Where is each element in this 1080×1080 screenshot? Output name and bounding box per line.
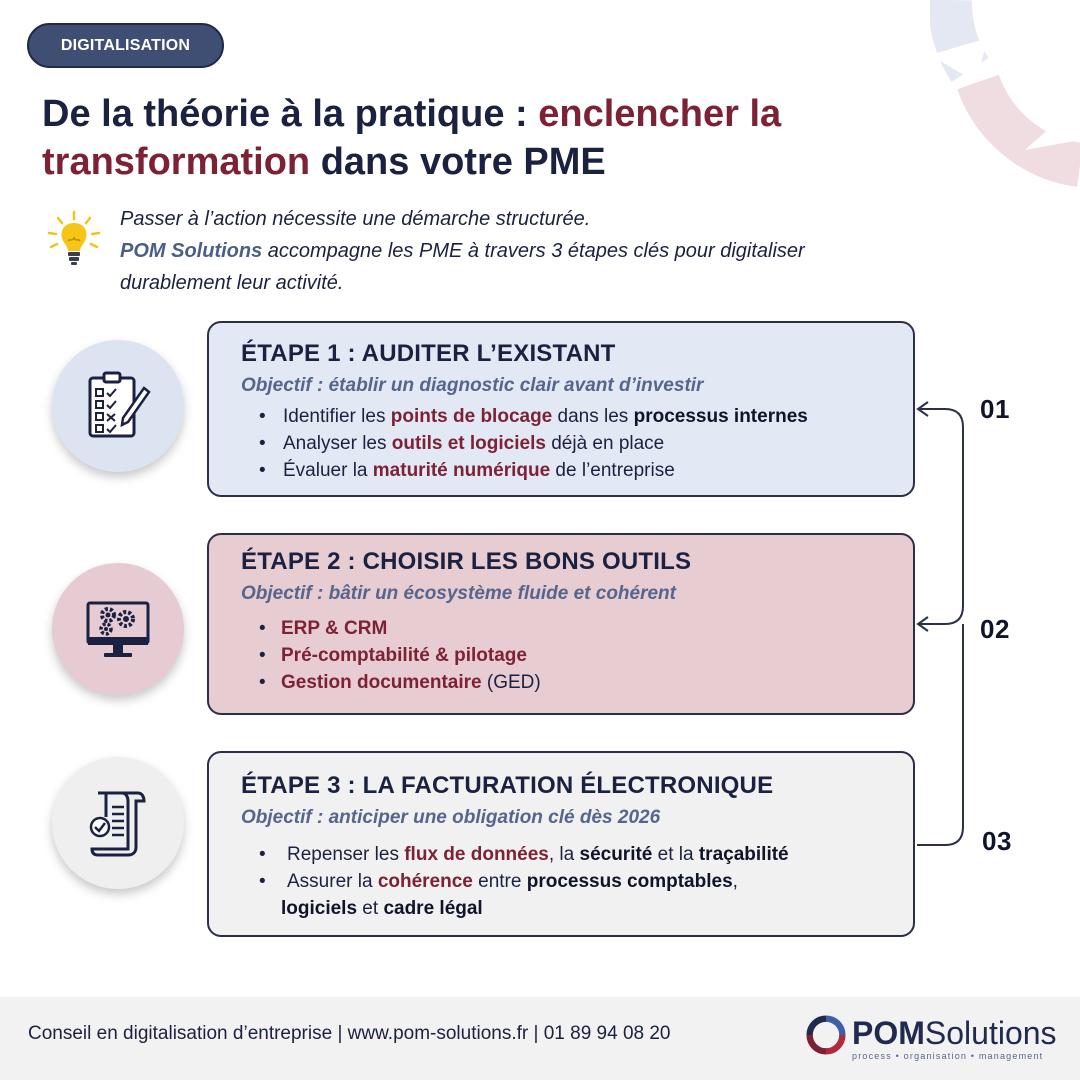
decorative-ring [930,0,1080,190]
company-logo [806,1013,1056,1069]
bullet-highlight: points de blocage [390,406,553,427]
step-1-card [207,321,915,497]
intro-line-2-text: accompagne les PME à travers 3 étapes clés pour digitaliser [262,240,805,262]
bullet-highlight: cohérence [377,871,473,892]
intro-brand: POM Solutions [120,240,263,262]
category-tag: DIGITALISATION [27,23,224,68]
logo-rest: Solutions [924,1015,1057,1051]
bullet-text: déjà en place [545,433,665,454]
page-title [42,90,942,186]
bullet-bold: traçabilité [698,844,789,865]
step-2-title: ÉTAPE 2 : CHOISIR LES BONS OUTILS [241,548,692,575]
invoice-scroll-icon [78,783,158,863]
list-item [241,669,913,696]
step-1-title: ÉTAPE 1 : AUDITER L’EXISTANT [241,340,616,367]
bullet-bold: logiciels [281,898,358,919]
title-accent-1: enclencher la [538,93,782,135]
step-2-card [207,533,915,715]
intro-line-2 [120,235,1020,267]
intro-line-1: Passer à l’action nécessite une démarche structurée. [120,208,591,230]
lightbulb-icon [44,208,104,268]
bullet-text: (GED) [481,672,541,693]
bullet-continuation [281,895,913,922]
monitor-gears-icon [78,589,158,669]
title-part-2: dans votre PME [310,141,606,183]
checklist-icon [78,366,158,446]
bullet-text: Analyser les [283,433,392,454]
step-number-2: 02 [980,614,1010,644]
list-item [241,615,913,642]
logo-main: POM [852,1015,925,1051]
footer-contact: Conseil en digitalisation d’entreprise | www.pom-solutions.fr | 01 89 94 08 20 [28,1023,671,1044]
logo-ring-icon [806,1015,846,1055]
bullet-highlight: ERP & CRM [281,618,388,639]
logo-tagline: process • organisation • management [852,1051,1044,1061]
bullet-highlight: Pré-comptabilité & pilotage [281,645,527,666]
list-item [241,403,913,430]
footer [0,997,1080,1080]
step-2-objective: Objectif : bâtir un écosystème fluide et cohérent [241,583,676,604]
step-3-list [241,841,913,922]
list-item [241,841,913,868]
step-number-3: 03 [982,826,1012,856]
bullet-highlight: maturité numérique [372,460,551,481]
bullet-text: Assurer la [287,871,378,892]
list-item [241,642,913,669]
bullet-bold: sécurité [579,844,653,865]
bullet-bold: cadre légal [383,898,483,919]
bullet-highlight: outils et logiciels [391,433,546,454]
bullet-highlight: Gestion documentaire [281,672,482,693]
list-item [241,457,913,484]
step-2-list [241,615,913,696]
step-2-icon-circle [52,563,184,695]
bullet-text: et la [652,844,699,865]
bullet-highlight: flux de données [404,844,549,865]
list-item [241,430,913,457]
step-number-1: 01 [980,394,1010,424]
step-3-objective: Objectif : anticiper une obligation clé dès 2026 [241,807,661,828]
bullet-text: Évaluer la [283,460,373,481]
logo-wordmark [852,1015,1057,1052]
step-3-card [207,751,915,937]
step-1-list [241,403,913,484]
bullet-text: Identifier les [283,406,391,427]
list-item [241,868,913,922]
bullet-bold: processus internes [633,406,808,427]
step-3-icon-circle [52,757,184,889]
step-3-title: ÉTAPE 3 : LA FACTURATION ÉLECTRONIQUE [241,772,774,799]
bullet-text: et [357,898,384,919]
bullet-text: de l’entreprise [550,460,675,481]
intro-text [120,203,1020,299]
bullet-text: entre [472,871,527,892]
bullet-text: , [732,871,738,892]
title-accent-2: transformation [42,141,311,183]
bullet-text: dans les [552,406,634,427]
title-part-1: De la théorie à la pratique : [42,93,539,135]
bullet-text: Repenser les [287,844,405,865]
bullet-bold: processus comptables [526,871,733,892]
intro-line-3: durablement leur activité. [120,272,344,294]
step-1-objective: Objectif : établir un diagnostic clair avant d’investir [241,375,704,396]
bullet-text: , la [548,844,580,865]
step-1-icon-circle [52,340,184,472]
